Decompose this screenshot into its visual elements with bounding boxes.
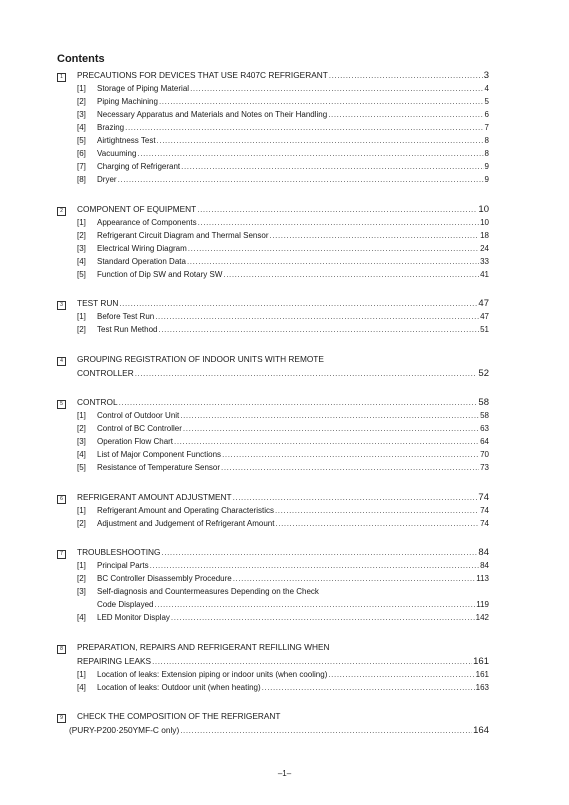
toc-section [57,640,489,694]
entry-page-number: 8 [484,149,489,158]
entry-title: Before Test Run [97,312,155,321]
section-heading[interactable] [57,352,489,366]
entry-title: Control of BC Controller [97,424,182,433]
entry-page-number: 113 [476,574,489,583]
toc-entry[interactable] [57,268,489,281]
dot-leader [223,268,479,281]
dot-leader [181,160,483,173]
section-page-number: 58 [478,397,489,408]
section-title-continued: REPAIRING LEAKS [77,655,152,666]
entry-title: Dryer [97,175,117,184]
entry-index: [4] [77,450,86,459]
entry-page-number: 161 [475,669,489,679]
section-heading[interactable] [57,640,489,654]
entry-title: Electrical Wiring Diagram [97,243,187,253]
entry-page-number: 64 [480,437,489,446]
toc-section [57,68,489,186]
entry-page-number: 70 [480,450,489,459]
entry-title: List of Major Component Functions [97,450,222,459]
dot-leader [222,448,479,461]
entry-title: Refrigerant Circuit Diagram and Thermal Sensor [97,230,269,240]
section-heading-continued[interactable] [57,366,489,380]
entry-index: [5] [77,136,86,145]
entry-page-number: 4 [484,84,489,93]
section-page-number: 74 [478,491,489,503]
entry-index: [1] [77,217,86,227]
section-spacer [57,336,489,352]
section-number [57,396,77,410]
section-heading[interactable] [57,395,489,409]
dot-leader [262,681,475,694]
entry-index: [8] [77,175,86,184]
toc-entry[interactable] [57,668,489,681]
entry-index: [2] [77,230,86,240]
dot-leader [180,724,472,738]
dot-leader [119,297,477,311]
dot-leader [137,147,483,160]
dot-leader [158,323,479,336]
dot-leader [118,173,484,186]
toc-entry[interactable] [57,435,489,448]
dot-leader [275,517,479,530]
entry-title: Adjustment and Judgement of Refrigerant Amount [97,518,275,528]
dot-leader [183,422,479,435]
entry-page-number: 73 [480,463,489,472]
toc-entry[interactable] [57,572,489,585]
entry-page-number: 142 [475,613,489,622]
toc-entry[interactable] [57,585,489,598]
dot-leader [188,242,479,255]
section-spacer [57,380,489,396]
toc-section [57,352,489,380]
entry-title: Location of leaks: Outdoor unit (when heating) [97,682,261,692]
entry-title: Function of Dip SW and Rotary SW [97,269,223,279]
section-number-box: 5 [57,400,66,409]
section-spacer [57,530,489,546]
page-number-footer: –1– [277,769,292,778]
entry-index: [3] [77,110,86,119]
entry-title: Vacuuming [97,149,137,158]
section-number [57,297,77,311]
entry-index: [2] [77,518,86,528]
dot-leader [155,310,479,323]
dot-leader [161,546,477,560]
dot-leader [174,435,479,448]
section-title-continued: (PURY-P200·250YMF-C only) [69,725,180,735]
dot-leader [198,216,479,229]
dot-leader [150,559,480,572]
section-heading-continued[interactable] [57,654,489,668]
section-title: TROUBLESHOOTING [77,547,161,557]
entry-title: Standard Operation Data [97,256,186,266]
entry-page-number: 10 [480,217,489,227]
toc-section [57,709,489,737]
entry-index: [1] [77,312,86,321]
entry-page-number: 9 [484,162,489,171]
entry-title: Test Run Method [97,325,158,334]
entry-page-number: 47 [480,312,489,321]
entry-title: Brazing [97,123,125,132]
entry-title: Appearance of Components [97,217,197,227]
entry-index: [1] [77,411,86,420]
entry-title: BC Controller Disassembly Procedure [97,574,232,583]
entry-page-number: 74 [480,518,489,528]
dot-leader [154,598,475,611]
dot-leader [233,572,476,585]
section-page-number: 47 [478,298,489,309]
section-number-box: 8 [57,645,66,654]
entry-index: [3] [77,587,86,596]
dot-leader [119,396,478,410]
entry-page-number: 163 [475,682,489,692]
entry-index: [3] [77,243,86,253]
dot-leader [269,229,479,242]
entry-title: Self-diagnosis and Countermeasures Depending on the Check [97,587,319,596]
section-title: PRECAUTIONS FOR DEVICES THAT USE R407C REFRIGERANT [77,70,328,80]
toc-entry[interactable] [57,517,489,530]
entry-title: Storage of Piping Material [97,84,190,93]
entry-title: Location of leaks: Extension piping or indoor units (when cooling) [97,669,328,679]
toc-entry[interactable] [57,409,489,422]
table-of-contents [57,68,489,737]
section-heading[interactable] [57,545,489,559]
toc-section [57,490,489,530]
dot-leader [190,82,483,95]
section-number-box: 7 [57,550,66,559]
entry-title: Piping Machining [97,97,158,106]
dot-leader [328,668,474,681]
entry-title: Airtightness Test [97,136,156,145]
dot-leader [197,203,477,217]
entry-page-number: 119 [476,600,489,609]
section-heading[interactable] [57,490,489,504]
section-spacer [57,624,489,640]
toc-entry[interactable] [57,147,489,160]
section-number [57,641,77,655]
section-title: CONTROL [77,397,118,407]
dot-leader [152,655,472,669]
section-heading-continued[interactable] [57,723,489,737]
toc-entry[interactable] [57,681,489,694]
section-page-number: 161 [473,655,489,667]
toc-section [57,545,489,624]
entry-page-number: 8 [484,136,489,145]
entry-title: Operation Flow Chart [97,437,174,446]
section-title-continued: CONTROLLER [77,367,134,378]
entry-index: [1] [77,561,86,570]
page-title: Contents [57,53,105,65]
entry-page-number: 6 [484,110,489,119]
section-heading[interactable] [57,296,489,310]
section-number-box: 1 [57,73,66,82]
entry-index: [5] [77,269,86,279]
toc-entry[interactable] [57,323,489,336]
toc-entry[interactable] [57,160,489,173]
entry-index: [1] [77,505,86,515]
dot-leader [171,611,475,624]
entry-page-number: 58 [480,411,489,420]
dot-leader [180,409,479,422]
section-heading[interactable] [57,709,489,723]
toc-entry[interactable] [57,82,489,95]
section-title: GROUPING REGISTRATION OF INDOOR UNITS WITH REMOTE [77,353,324,364]
section-number [57,203,77,217]
section-number [57,353,77,367]
section-number [57,69,77,83]
section-page-number: 10 [478,203,489,215]
entry-title: Necessary Apparatus and Materials and Notes on Their Handling [97,110,328,119]
entry-title: Resistance of Temperature Sensor [97,463,221,472]
entry-page-number: 63 [480,424,489,433]
dot-leader [159,95,484,108]
dot-leader [187,255,479,268]
dot-leader [233,491,478,505]
entry-index: [4] [77,613,86,622]
section-number-box: 6 [57,495,66,504]
section-spacer [57,694,489,710]
entry-index: [3] [77,437,86,446]
toc-entry[interactable] [57,461,489,474]
entry-page-number: 33 [480,256,489,266]
section-title: PREPARATION, REPAIRS AND REFRIGERANT REFILLING WHEN [77,641,330,652]
section-page-number: 84 [478,547,489,558]
section-number [57,546,77,560]
toc-entry[interactable] [57,229,489,242]
dot-leader [135,367,478,381]
section-number [57,491,77,505]
section-number-box: 3 [57,301,66,310]
entry-page-number: 41 [480,269,489,279]
toc-section [57,202,489,281]
toc-entry[interactable] [57,611,489,624]
entry-page-number: 51 [480,325,489,334]
toc-entry[interactable] [57,173,489,186]
section-page-number: 3 [483,70,489,81]
dot-leader [221,461,479,474]
entry-index: [5] [77,463,86,472]
toc-entry[interactable] [57,255,489,268]
section-spacer [57,281,489,297]
entry-title: LED Monitor Display [97,613,170,622]
entry-index: [2] [77,574,86,583]
entry-title: Charging of Refrigerant [97,162,181,171]
toc-entry[interactable] [57,448,489,461]
entry-index: [2] [77,424,86,433]
entry-page-number: 7 [484,123,489,132]
entry-index: [1] [77,669,86,679]
toc-entry[interactable] [57,504,489,517]
toc-entry[interactable] [57,216,489,229]
entry-title-continued: Code Displayed [97,600,154,609]
entry-page-number: 5 [484,97,489,106]
toc-entry[interactable] [57,121,489,134]
section-spacer [57,186,489,202]
dot-leader [329,69,483,83]
entry-page-number: 84 [480,561,489,570]
section-page-number: 164 [473,725,489,736]
entry-index: [4] [77,682,86,692]
toc-entry-continued[interactable] [57,598,489,611]
entry-title: Principal Parts [97,561,149,570]
dot-leader [275,504,479,517]
toc-entry[interactable] [57,95,489,108]
toc-section [57,395,489,474]
section-heading[interactable] [57,202,489,216]
section-number [57,710,77,724]
toc-section [57,296,489,336]
entry-index: [2] [77,325,86,334]
toc-entry[interactable] [57,559,489,572]
entry-index: [4] [77,256,86,266]
section-number-box: 2 [57,207,66,216]
section-number-box: 4 [57,357,66,366]
section-page-number: 52 [478,367,489,379]
section-title: TEST RUN [77,298,119,308]
section-number-box: 9 [57,714,66,723]
entry-index: [6] [77,149,86,158]
section-title: COMPONENT OF EQUIPMENT [77,203,197,214]
entry-index: [7] [77,162,86,171]
entry-page-number: 18 [480,230,489,240]
entry-page-number: 74 [480,505,489,515]
entry-index: [2] [77,97,86,106]
entry-index: [1] [77,84,86,93]
dot-leader [125,121,483,134]
entry-page-number: 9 [484,175,489,184]
toc-entry[interactable] [57,242,489,255]
entry-title: Control of Outdoor Unit [97,411,180,420]
section-heading[interactable] [57,68,489,82]
section-title: REFRIGERANT AMOUNT ADJUSTMENT [77,491,232,502]
entry-title: Refrigerant Amount and Operating Characteristics [97,505,274,515]
entry-page-number: 24 [480,243,489,253]
toc-entry[interactable] [57,134,489,147]
entry-index: [4] [77,123,86,132]
toc-entry[interactable] [57,108,489,121]
dot-leader [328,108,483,121]
toc-entry[interactable] [57,422,489,435]
section-spacer [57,474,489,490]
toc-entry[interactable] [57,310,489,323]
section-title: CHECK THE COMPOSITION OF THE REFRIGERANT [77,711,281,721]
dot-leader [157,134,484,147]
